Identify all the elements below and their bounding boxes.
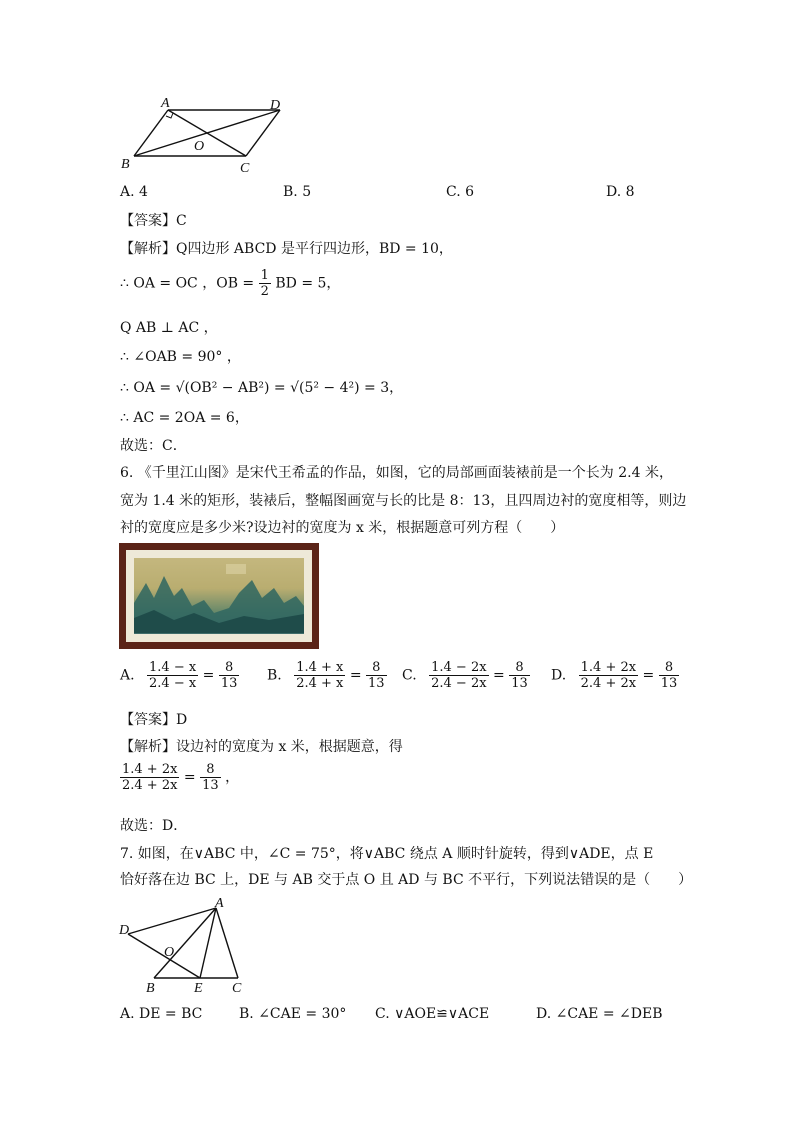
option-label: C. <box>402 667 417 684</box>
fraction-num: 8 <box>219 660 240 676</box>
fraction-den: 13 <box>660 676 678 691</box>
fraction-num: 8 <box>509 660 530 676</box>
q6-line1: 6. 《千里江山图》是宋代王希孟的作品，如图，它的局部画面装裱前是一个长为 2.4 米， <box>120 465 673 481</box>
q5-analysis-line1 <box>120 238 453 258</box>
half-fraction <box>259 268 271 299</box>
q6-choose: 故选：D． <box>120 818 188 834</box>
analysis-line2-a: ∴ OA = OC ，OB = <box>120 275 255 292</box>
q5-analysis-line6: ∴ AC = 2OA = 6， <box>120 410 249 426</box>
q7-line2: 恰好落在边 BC 上，DE 与 AB 交于点 O 且 AD 与 BC 不平行，下列说法错误的是（ ） <box>120 872 693 888</box>
equation-tail: ， <box>225 769 240 786</box>
vertex-c-label: C <box>232 981 242 996</box>
q5-analysis-line5: ∴ OA = √(OB² − AB²) = √(5² − 4²) = 3， <box>120 380 404 396</box>
q7-line1: 7. 如图，在∨ABC 中，∠C = 75°，将∨ABC 绕点 A 顺时针旋转，得到∨ADE，点 E <box>120 846 654 862</box>
q5-option-b: B. 5 <box>283 184 312 200</box>
q6-option-d: D. $\frac{1.4 + 2x}{2.4 + 2x}$ = $\frac{8}{13}$ <box>551 660 678 691</box>
analysis-line2-b: BD = 5， <box>275 275 341 292</box>
fraction-num: 1.4 − x <box>149 660 197 675</box>
q5-option-c: C. 6 <box>446 184 475 200</box>
q6-option-a: A. $\frac{1.4 - x}{2.4 - x}$ = $\frac{8}{13}$ <box>120 660 238 691</box>
vertex-d-label: D <box>270 98 281 113</box>
analysis-prefix: 【解析】 <box>120 241 176 257</box>
option-label: D. <box>551 667 567 684</box>
fraction-den: 13 <box>220 676 238 691</box>
q7-option-c: C. ∨AOE≌∨ACE <box>375 1006 490 1022</box>
rotation-triangle-figure <box>114 896 254 996</box>
analysis-text: Q四边形 ABCD 是平行四边形，BD = 10， <box>176 241 453 257</box>
q6-option-c: C. $\frac{1.4 - 2x}{2.4 - 2x}$ = $\frac{8}{13}$ <box>402 660 528 691</box>
fraction-num: 8 <box>366 660 387 676</box>
q6-analysis-equation: $\frac{1.4 + 2x}{2.4 + 2x}$ = $\frac{8}{13}$ ， <box>122 762 240 793</box>
fraction-num: 1 <box>260 268 269 283</box>
fraction-num: 1.4 − 2x <box>431 660 487 675</box>
center-o-label: O <box>194 139 205 154</box>
fraction-den: 13 <box>368 676 385 691</box>
vertex-a-label: A <box>161 96 170 111</box>
fraction-den: 13 <box>511 676 528 691</box>
vertex-c-label: C <box>240 161 250 176</box>
q7-option-b: B. ∠CAE = 30° <box>239 1006 347 1022</box>
vertex-b-label: B <box>121 157 130 172</box>
vertex-d-label: D <box>119 923 130 938</box>
fraction-den: 2.4 + 2x <box>580 676 637 691</box>
fraction-den: 2.4 + 2x <box>122 778 178 793</box>
q5-analysis-line4: ∴ ∠OAB = 90° ， <box>120 349 241 365</box>
painting-image <box>119 543 319 649</box>
q6-option-b: B. $\frac{1.4 + x}{2.4 + x}$ = $\frac{8}{13}$ <box>267 660 385 691</box>
fraction-den: 2 <box>260 284 269 299</box>
fraction-den: 13 <box>202 778 219 793</box>
q5-answer: 【答案】C <box>120 213 187 229</box>
q5-option-a: A. 4 <box>120 184 148 200</box>
q5-analysis-line2 <box>120 268 340 299</box>
fraction-num: 8 <box>200 762 221 778</box>
point-e-label: E <box>194 981 203 996</box>
fraction-num: 1.4 + 2x <box>580 660 637 675</box>
point-o-label: O <box>164 945 175 960</box>
fraction-num: 1.4 + 2x <box>122 762 178 777</box>
option-label: A. <box>120 667 135 684</box>
fraction-num: 8 <box>659 660 680 676</box>
option-label: B. <box>267 667 282 684</box>
vertex-b-label: B <box>146 981 155 996</box>
q6-answer: 【答案】D <box>120 712 188 728</box>
fraction-num: 1.4 + x <box>296 660 344 675</box>
fraction-den: 2.4 − 2x <box>431 676 487 691</box>
q5-analysis-line7: 故选：C． <box>120 438 187 454</box>
q6-line3: 衬的宽度应是多少米?设边衬的宽度为 x 米，根据题意可列方程（ ） <box>120 520 565 536</box>
q6-line2: 宽为 1.4 米的矩形，装裱后，整幅图画宽与长的比是 8：13，且四周边衬的宽度相等，则边 <box>120 493 687 509</box>
q7-option-a: A. DE = BC <box>120 1006 203 1022</box>
q7-option-d: D. ∠CAE = ∠DEB <box>536 1006 663 1022</box>
q5-analysis-line3: Q AB ⊥ AC ， <box>120 320 218 336</box>
vertex-a-label: A <box>215 896 224 911</box>
parallelogram-figure <box>110 92 310 182</box>
q5-option-d: D. 8 <box>606 184 635 200</box>
q6-analysis-line1: 【解析】设边衬的宽度为 x 米，根据题意，得 <box>120 739 403 755</box>
fraction-den: 2.4 + x <box>296 676 344 691</box>
fraction-den: 2.4 − x <box>149 676 197 691</box>
